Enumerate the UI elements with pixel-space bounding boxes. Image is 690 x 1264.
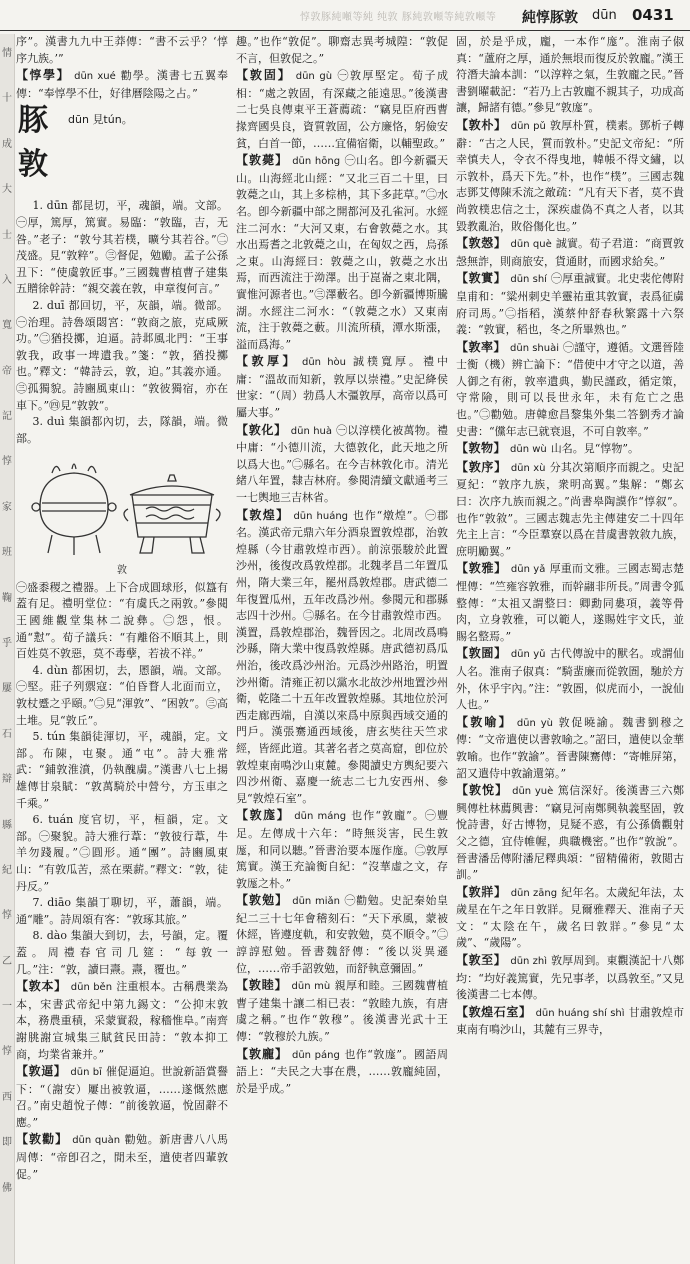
pinyin: dūn yù <box>516 717 553 729</box>
entry-dungu <box>236 67 448 152</box>
definition: 篤信深好。後漢書三六鄭興傳杜林薦興書：“竊見河南鄭興執義堅固，敦悅詩書，好古博物，見疑不惑，有公孫僑觀射父之德，宜侍帷幄，典職機密。”也作“敦說”。晉書潘岳傳附潘尼釋典頌：“留精備術，敦閲古訓。” <box>456 784 684 882</box>
pinyin: dūn páng <box>291 1049 340 1061</box>
entry-dunpang <box>236 1046 448 1098</box>
edge-character: 紀 <box>2 864 12 876</box>
entry-dunya <box>456 560 684 645</box>
illustration-caption: 敦 <box>117 565 127 577</box>
pinyin: dūn mù <box>291 981 331 993</box>
definition: 也作“燉煌”。㊀郡名。漢武帝元鼎六年分酒泉置敦煌郡，治敦煌縣（今甘肅敦煌市西）。前涼張駿於此置沙州，後復改爲敦煌郡。北魏孝昌二年置瓜州，隋大業三年，罷州爲敦煌郡。唐武德二年復置瓜州，五年改爲沙州。參閱元和郡縣志四十沙州。㊁縣名。在今甘肅敦煌市西。漢置，爲敦煌郡治，魏晉因之。北周改爲鳴沙縣，隋大業中復爲敦煌縣。唐武德初爲瓜州治，後改爲沙州治。元爲沙州路治，明置沙州衛。清雍正初以黨水北故沙州地置沙州衛，乾隆二十五年改置敦煌縣。其地位於河西走廊西端，自漢以來爲中原與西域交通的門戶。漢張騫通西域後，唐玄奘往天竺求經，皆經此道。其著名者之莫高窟，卽位於敦煌東南鳴沙山東麓。參閱讀史方輿紀要六四沙州衛、嘉慶一統志二七九安西州、參見“敦煌石室”。 <box>236 508 448 805</box>
main-headword-block <box>16 102 228 198</box>
cross-reference <box>68 112 133 129</box>
edge-character: 十 <box>2 93 12 105</box>
entry-dunshuai <box>456 339 684 441</box>
definition: 也作“敦龐”。㊀豐足。左傳成十六年：“時無災害，民生敦厖，和同以聽。”晉書治要本厖作庬。㊁敦厚篤實。漢王充論衡自紀：“沒華虛之文，存敦厖之朴。” <box>236 809 448 890</box>
continued-text: 序”。漢書九九中王莽傳：“書不云乎？‘惇序九族。’” <box>16 35 228 65</box>
entry-dunmu <box>236 977 448 1045</box>
edge-character: 縣 <box>2 819 12 831</box>
definition: ㊀以淳樸化被萬物。禮中庸：“小德川流，大德敦化，此天地之所以爲大也。”㊁縣名。在今吉林敦化市。清光緒八年置，隸吉林府。參閱清續文獻通考三一七輿地三吉林省。 <box>236 423 448 505</box>
definition: 也作“敦庬”。國語周語上：“夫民之大事在農，……敦龐純固，於是乎成。” <box>236 1047 448 1095</box>
edge-character: 記 <box>2 411 12 423</box>
pinyin: dūn xù <box>510 462 546 474</box>
definition: 古代傳說中的獸名。或謂仙人名。淮南子俶真：“騎蜚廉而從敦圄，馳於方外，休乎宇內。”注：“敦圄，似虎而小，一說仙人也。” <box>456 647 684 712</box>
running-head-words: 純惇豚敦 <box>522 10 578 26</box>
entry-dunyue <box>456 782 684 884</box>
edge-character: 辯 <box>2 774 12 786</box>
entry-dunben <box>16 978 228 1063</box>
pinyin: dūn gù <box>295 71 333 83</box>
dui-vessel-illustration <box>22 447 222 565</box>
headword: 【敦雅】 <box>456 561 507 576</box>
headword: 【敦物】 <box>456 441 507 456</box>
edge-character: 乎 <box>2 638 12 649</box>
headword: 【敦悅】 <box>456 783 509 798</box>
entry-dunzhi <box>456 952 684 1004</box>
column-3 <box>456 34 684 1258</box>
sense-2: 2. duī 都回切，平，灰韻，端。微部。㊀治理。詩魯頌閟宮：“敦商之旅，克咸厥功。”㊁猶投擲，迫逼。詩邶風北門：“王事敦我，政事一埤遺我。”箋：“敦，猶投擲也。”釋文：“韓詩云，敦，迫。”其義亦通。㊂孤獨貌。詩豳風東山：“敦彼獨宿，亦在車下。”㊃見“敦敦”。 <box>16 298 228 412</box>
entry-dunmian <box>236 892 448 977</box>
headword: 【敦愨】 <box>456 236 507 251</box>
headword: 【敦實】 <box>456 271 507 286</box>
sense-4: 4. dùn 都困切，去，慁韻，端。文部。㊀堅。莊子列禦寇：“伯昏瞀人北面而立，敦杖蹙之乎頤。”㊁見“渾敦”、“困敦”。㊂高土堆。見“敦丘”。 <box>16 663 228 727</box>
sense-3-definition: ㊀盛黍稷之禮器。上下合成圓球形，似簋有蓋有足。禮明堂位：“有虞氏之兩敦。”參閱王國維觀堂集林二說彝。㊁怨，恨。通“懟”。荀子議兵：“有離俗不順其上，則百姓莫不敦惡，莫不毒孽，若祓不祥。” <box>16 580 228 661</box>
edge-character: 惇 <box>2 1046 12 1058</box>
headword: 【敦喻】 <box>456 714 513 729</box>
definition: 敦厚周到。東觀漢記十八鄭均：“均好義篤實，先兄事孝，以爲敦至。”又見後漢書二七本傳。 <box>456 954 684 1002</box>
page-number: 0431 <box>632 6 674 24</box>
definition: 敦促曉諭。魏書劉穆之傳：“文帝遣使以書敦喻之。”詔曰，遣使以金華敦喻。也作“敦諭”。晉書陳騫傳：“寄帷屏第，詔又遣侍中敦諭還第。” <box>456 715 684 780</box>
sense-8: 8. dào 集韻大到切，去，号韻，定。覆蓋。周禮春官司几筵：“每敦一几。”注：“敦，讀曰燾。燾，覆也。” <box>16 929 228 976</box>
edge-character: 佛 <box>2 1182 12 1194</box>
continued-text: 趣。”也作“敦促”。聊齋志異考城隍：“敦促不言，但敦促之。” <box>236 35 448 65</box>
entry-dunwu <box>456 440 684 459</box>
sense-3: 3. duì 集韻都內切，去，隊韻，端。微部。 <box>16 415 228 445</box>
entry-dunhong <box>236 152 448 353</box>
definition: 敦厚朴質，樸素。鄧析子轉辭：“古之人民，質而敦朴。”史記文帝紀：“所幸慎夫人，令衣不得曳地，幃帳不得文繡，以示敦朴，爲天下先。”朴，也作“樸”。三國志魏志鄧艾傳陳禾流之敵疏：“凡有天下者，莫不貴尚敦樸忠信之士，深疾虛偽不真之人者，以其毀教亂治，敗俗傷化也。” <box>456 118 684 233</box>
headword: 【敦睦】 <box>236 978 288 993</box>
definition: 注重根本。古稱農業為本，宋書武帝紀中第九錫文：“公抑末敦本，務農重積，采蒙實殺，稼穡惟阜。”南齊謝朓謝宣城集三賦貧民田詩：“敦本抑工商，均業省兼并。” <box>16 980 228 1061</box>
headword: 【敦龐】 <box>236 1046 288 1061</box>
edge-character: 惇 <box>2 910 12 922</box>
entry-dunshi <box>456 270 684 338</box>
headword: 【敦至】 <box>456 953 507 968</box>
headword: 【敦圄】 <box>456 646 507 661</box>
definition: ㊀敦厚堅定。荀子成相：“處之敦固，有深藏之能遠思。”後漢書二七吳良傳東平王蒼薦疏：“竊見臣府西曹掾齊國吳良，資質敦固，公方廉恪，躬儉安貧，白首一節，……宜備宿衛，以輔聖政。” <box>236 69 448 150</box>
headword: 【敦厚】 <box>236 354 298 369</box>
edge-character: 惇 <box>2 456 12 468</box>
column-1 <box>16 34 228 1258</box>
pinyin: dūn quàn <box>72 1135 121 1147</box>
headword: 【敦序】 <box>456 459 507 474</box>
sense-5: 5. tún 集韻徒渾切，平，魂韻，定。文部。布陳，屯聚。通“屯”。詩大雅常武：“鋪敦淮濆，仍執醜虜。”漢書八七上揚雄傳甘泉賦：“敦萬騎於中營兮，方玉車之千乘。” <box>16 730 228 810</box>
previous-page-edge <box>0 34 15 1264</box>
headword: 【敦朴】 <box>456 117 507 132</box>
definition: 誠實。荀子君道：“商賈敦愨無詐，則商旅安，貨通財，而國求給矣。” <box>456 237 684 268</box>
definition: ㊀山名。卽今新疆天山。山海經北山經：“又北三百二十里，曰敦薨之山，其上多棕柟，其下多茈草。”㊁水名。卽今新疆中部之開都河及孔雀河。水經注二河水：“大河又東，右會敦薨之水。其水出焉耆之北敦薨之山，在匈奴之西，烏孫之東。山海經曰：敦薨之山，敦薨之水出焉，而西流注于泑澤。出于崑崙之東北隅，實惟河源者也。”㊂澤藪名。卽今新疆博斯騰湖。水經注二河水：“（敦薨之水）又東南流，注于敦薨之藪。川流所積，潭水斯漲，溢而爲海。” <box>236 154 448 351</box>
pinyin: dūn huáng <box>293 510 349 522</box>
edge-character: 班 <box>2 547 12 559</box>
headword: 【敦勸】 <box>16 1132 69 1147</box>
pinyin: dūn huà <box>290 425 333 437</box>
pinyin: dūn hōng <box>292 156 341 168</box>
edge-character: 寬 <box>2 320 12 332</box>
entry-dunyu <box>456 645 684 713</box>
running-head-pinyin: dūn <box>592 8 617 23</box>
edge-character: 乙 <box>2 955 12 967</box>
edge-character: 入 <box>2 274 12 286</box>
headword: 【敦薨】 <box>236 153 289 168</box>
entry-dunmang <box>236 807 448 892</box>
entry-dunque <box>456 235 684 270</box>
edge-character: 成 <box>2 138 12 150</box>
entry-dunhou <box>236 353 448 421</box>
definition: 厚重而文雅。三國志蜀志楚悝傳：“竺雍容敦雅，而幹翮非所長。”周書令狐整傳：“太祖又謂整曰：卿勳同婁項，義等骨肉，立身敦雅，可以範人，遂賜姓宇文氏，並賜名整焉。” <box>456 562 684 643</box>
definition: ㊀勸勉。史記秦始皇紀二三十七年會稽刻石：“天下承風，蒙被休經，皆遵度軌，和安敦勉，莫不順令。”㊁諄諄慰勉。晉書魏舒傳：“後以災異遜位，……帝手詔敦勉，而舒執意彌固。” <box>236 894 448 975</box>
headword: 【惇學】 <box>16 68 71 83</box>
definition: ㊀厚重誠實。北史裴佗傳附皇甫和：“粱州刺史羊靈祐重其敦實，表爲征虜府司馬。”㊁指稻，漢蔡仲舒春秋繁露十六祭義：“敦實，稻也，冬之所畢熟也。” <box>456 272 684 337</box>
headword: 【敦煌石室】 <box>456 1004 532 1019</box>
definition: 勸勉。新唐書八八馬周傳：“帝卽召之，閒未至，遣使者四輩敦促。” <box>16 1133 228 1181</box>
edge-character: 石 <box>2 728 12 740</box>
bleed-through-text: 惇敦豚純噸等純 纯敦 豚純敦噸等純敦噸等 <box>300 12 497 23</box>
headword: 【敦牂】 <box>456 884 507 899</box>
pinyin: dūn yǎ <box>510 564 546 576</box>
definition: ㊀謹守，遵循。文選晉陸士衡（機）辨亡論下：“借使中才守之以道，善人御之有術，敦率遺典，勤民謹政，循定策，守常險，則可以長世永年，未有危亡之患也。”㊁勸勉。唐韓愈昌黎集外集二答劉秀才論史書：“儻年志已就衰退，不可自敦率。” <box>456 340 684 438</box>
pinyin: dūn yǔ <box>510 649 546 661</box>
definition: 誠樸寬厚。禮中庸：“溫故而知新，敦厚以崇禮。”史記絳侯世家：“（周）勃爲人木彊敦厚，高帝以爲可屬大事。” <box>236 355 448 420</box>
definition: 勸學。漢書七五翼奉傳：“奉惇學不仕，好律曆陰陽之占。” <box>16 69 228 100</box>
headword: 【敦庬】 <box>236 808 291 823</box>
edge-character: 士 <box>2 229 12 241</box>
entry-dunzang <box>456 884 684 952</box>
headword: 【敦逼】 <box>16 1064 67 1079</box>
headword: 【敦勉】 <box>236 893 289 908</box>
entry-dunxue <box>16 67 228 102</box>
headword: 【敦化】 <box>236 422 287 437</box>
sense-6: 6. tuán 度官切，平，桓韻，定。文部。㊀聚貌。詩大雅行葦：“敦彼行葦，牛羊勿踐履。”㊁圓形。通“團”。詩豳風東山：“有敦瓜苦，烝在栗薪。”釋文：“敦，徒丹反。” <box>16 813 228 893</box>
entry-dunyu-2 <box>456 714 684 782</box>
pinyin: dūn máng <box>294 811 347 823</box>
pinyin: dūn shí <box>510 274 547 286</box>
pinyin: dūn bī <box>70 1067 102 1079</box>
entry-dunbi <box>16 1063 228 1131</box>
sense-7: 7. diāo 集韻丁聊切，平，蕭韻，端。通“雕”。詩周頌有客：“敦琢其旅。” <box>16 896 228 926</box>
sense-1: 1. dūn 都昆切，平，魂韻，端。文部。㊀厚，篤厚，篤實。易臨：“敦臨，吉，无咎。”老子：“敦兮其若樸，曠兮其若谷。”㊁茂盛。見“敦粹”。㊂督促，勉勵。孟子公孫丑下：“使虞敦匠事。”三國魏曹植曹子建集五贈徐幹詩：“親交義在敦，申章復何言。” <box>16 199 228 296</box>
pinyin: dūn xué <box>74 71 116 83</box>
edge-character: 一 <box>2 1001 12 1013</box>
entry-dunhua <box>236 422 448 507</box>
main-headword-dun: 敦 <box>18 147 48 183</box>
edge-character: 大 <box>2 184 12 196</box>
edge-character: 即 <box>2 1137 12 1149</box>
definition: 紀年名。太歲紀年法，太歲星在午之年日敦牂。見爾雅釋天、淮南子天文：“太陰在午，歲名曰敦牂。”參見“太歲”、“歲陽”。 <box>456 885 684 950</box>
edge-character: 鞠 <box>2 592 12 604</box>
pinyin: dūn <box>68 113 89 127</box>
pinyin: dūn hòu <box>302 357 346 369</box>
edge-character: 西 <box>2 1091 12 1103</box>
entry-dunxu <box>456 459 684 561</box>
pinyin: dūn huáng shí shì <box>535 1007 625 1019</box>
pinyin: dūn zāng <box>510 887 558 899</box>
definition: 親厚和睦。三國魏曹植曹子建集十讓二相已表：“敦睦九族，有唐虞之稱。”也作“敦穆”。後漢書光武十王傳：“敦穆於九族。” <box>236 979 448 1044</box>
headword: 【敦本】 <box>16 979 67 994</box>
entry-dunhuang <box>236 507 448 808</box>
definition: 山名。見“惇物”。 <box>550 442 639 456</box>
see-note: 見tún。 <box>92 113 133 127</box>
definition: 催促逼迫。世說新語賞譽下：“（謝安）屢出被敦逼，……遂慨然應召。”南史趙悅子傳：“前後敦逼，悅固辭不應。” <box>16 1065 228 1129</box>
pinyin: dūn shuài <box>510 342 560 354</box>
edge-character: 家 <box>2 501 12 513</box>
pinyin: dūn běn <box>70 982 113 994</box>
edge-character: 帝 <box>2 365 12 377</box>
entry-dunquan <box>16 1131 228 1183</box>
pinyin: dūn pǔ <box>510 120 546 132</box>
definition: 甘肅敦煌市東南有鳴沙山，其麓有三界寺， <box>456 1005 684 1037</box>
column-2 <box>236 34 448 1258</box>
pinyin: dūn zhì <box>510 956 547 968</box>
continued-text: 固，於是乎成，龐，一本作“庬”。淮南子俶真：“蘆府之厚，通於無垠而復反於敦龐。”漢王符潛夫論本訓：“以淳粹之氣，生敦龐之民。”晉書劉曜載記：“若乃上古敦龐不親其子，功成高讓，歸諸有德。”參見“敦庬”。 <box>456 35 684 115</box>
pinyin: dūn miǎn <box>292 896 340 908</box>
entry-dunpu <box>456 117 684 235</box>
headword: 【敦固】 <box>236 68 292 83</box>
page-header <box>0 0 690 31</box>
edge-character: 屢 <box>2 683 12 695</box>
main-headword-tun: 豚 <box>18 103 48 139</box>
headword: 【敦率】 <box>456 339 507 354</box>
headword: 【敦煌】 <box>236 507 290 522</box>
pinyin: dūn wù <box>510 444 547 456</box>
entry-dunhuang-shishi <box>456 1004 684 1039</box>
definition: 分其次第順序而親之。史記夏紀：“敦序九族，衆明高翼。”集解：“鄭玄曰：次序九族而親之。”尚書皋陶謨作“惇叙”。也作“敦敘”。三國志魏志先主傳建安二十四年先主上言：“今臣羣寮以爲在昔虞書敦敘九族，庶明勵翼。” <box>456 460 684 558</box>
pinyin: dūn què <box>510 239 552 251</box>
pinyin: dūn yuè <box>512 786 554 798</box>
edge-character: 情 <box>2 48 12 59</box>
